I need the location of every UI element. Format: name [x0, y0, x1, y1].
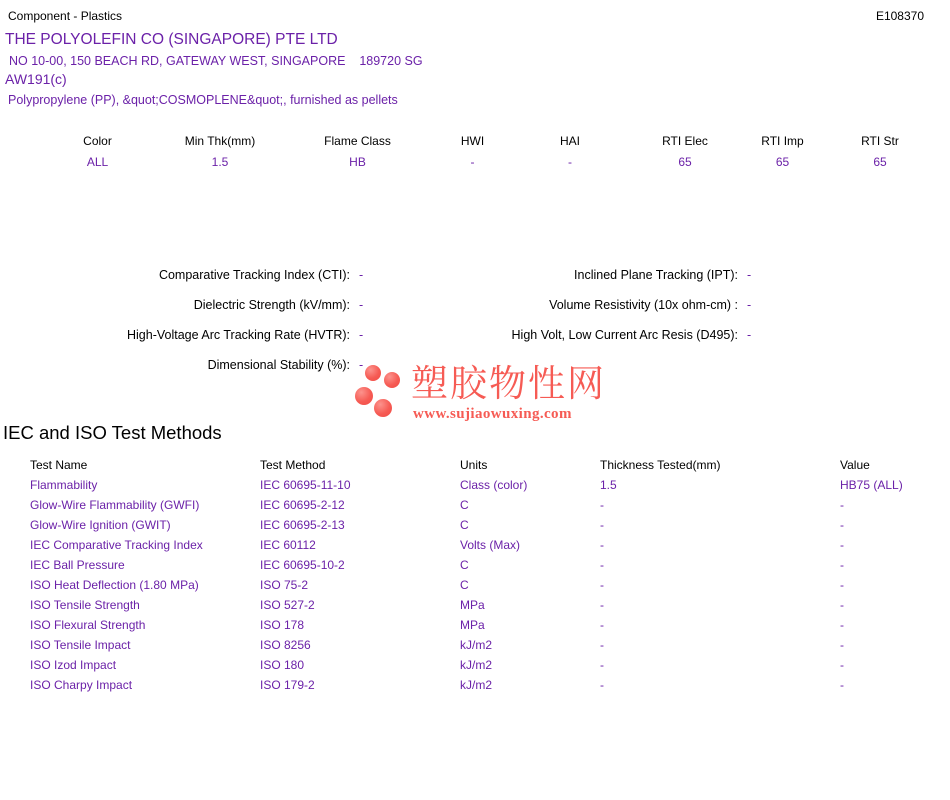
d495-value: -: [747, 328, 752, 342]
cell-test-name: ISO Tensile Impact: [30, 638, 131, 652]
table-row: [0, 658, 950, 674]
cell-value: -: [840, 638, 844, 652]
cell-units: Class (color): [460, 478, 528, 492]
watermark-site-url: www.sujiaowuxing.com: [413, 406, 572, 422]
volume-resistivity-value: -: [747, 298, 752, 312]
company-address: NO 10-00, 150 BEACH RD, GATEWAY WEST, SINGAPORE 189720 SG: [9, 54, 423, 68]
dimensional-stability-label: Dimensional Stability (%):: [207, 358, 350, 372]
hvtr-value: -: [359, 328, 364, 342]
ratings-header-min-thk: Min Thk(mm): [184, 134, 256, 148]
cell-thickness: -: [600, 498, 604, 512]
cell-value: -: [840, 658, 844, 672]
cell-units: Volts (Max): [460, 538, 521, 552]
ratings-header-row: [40, 134, 940, 148]
col-header-test-method: Test Method: [260, 458, 326, 472]
cell-test-method: ISO 527-2: [260, 598, 315, 612]
cell-units: kJ/m2: [460, 638, 493, 652]
company-name: THE POLYOLEFIN CO (SINGAPORE) PTE LTD: [5, 31, 338, 48]
ratings-value-min-thk: 1.5: [211, 155, 229, 169]
material-description: Polypropylene (PP), &quot;COSMOPLENE&quot;, furnished as pellets: [8, 93, 398, 107]
cell-value: -: [840, 578, 844, 592]
file-number: E108370: [875, 9, 924, 23]
ratings-header-color: Color: [83, 134, 112, 148]
cell-test-method: ISO 178: [260, 618, 305, 632]
doc-type-label: Component - Plastics: [8, 9, 123, 23]
cell-units: C: [460, 518, 469, 532]
cell-test-name: ISO Flexural Strength: [30, 618, 146, 632]
table-row: [0, 598, 950, 614]
cell-thickness: 1.5: [600, 478, 617, 492]
cell-thickness: -: [600, 638, 604, 652]
table-row: [0, 478, 950, 494]
ratings-value-rti-imp: 65: [775, 155, 790, 169]
cell-thickness: -: [600, 658, 604, 672]
cti-value: -: [359, 268, 364, 282]
cell-test-name: ISO Izod Impact: [30, 658, 117, 672]
cell-value: -: [840, 538, 844, 552]
cell-thickness: -: [600, 618, 604, 632]
cell-units: C: [460, 498, 469, 512]
cell-thickness: -: [600, 598, 604, 612]
logo-dot-icon: [365, 365, 381, 381]
col-header-thickness: Thickness Tested(mm): [600, 458, 721, 472]
logo-dot-icon: [355, 387, 373, 405]
ipt-label: Inclined Plane Tracking (IPT):: [574, 268, 738, 282]
cell-test-method: ISO 75-2: [260, 578, 309, 592]
cell-value: -: [840, 498, 844, 512]
cell-test-name: IEC Comparative Tracking Index: [30, 538, 203, 552]
model-designation: AW191(c): [5, 71, 67, 87]
ratings-value-flame-class: HB: [349, 155, 366, 169]
cell-test-method: ISO 179-2: [260, 678, 315, 692]
ratings-header-flame-class: Flame Class: [324, 134, 391, 148]
table-row: [0, 538, 950, 554]
ratings-value-hai: -: [568, 155, 572, 169]
cell-units: MPa: [460, 598, 485, 612]
cell-test-method: ISO 180: [260, 658, 305, 672]
cell-value: -: [840, 518, 844, 532]
table-row: [0, 618, 950, 634]
cell-test-method: IEC 60112: [260, 538, 316, 552]
cell-test-name: ISO Charpy Impact: [30, 678, 133, 692]
d495-label: High Volt, Low Current Arc Resis (D495):: [511, 328, 738, 342]
ratings-header-hai: HAI: [559, 134, 580, 148]
cell-value: -: [840, 618, 844, 632]
watermark-site-name: 塑胶物性网: [411, 363, 606, 404]
cell-test-name: ISO Tensile Strength: [30, 598, 140, 612]
ratings-value-hwi: -: [470, 155, 475, 169]
ratings-header-hwi: HWI: [460, 134, 485, 148]
cell-test-method: ISO 8256: [260, 638, 311, 652]
cell-test-name: Glow-Wire Flammability (GWFI): [30, 498, 200, 512]
cell-units: kJ/m2: [460, 658, 493, 672]
cell-test-name: Flammability: [30, 478, 98, 492]
dielectric-strength-value: -: [359, 298, 364, 312]
table-row: [0, 678, 950, 694]
cell-value: -: [840, 558, 844, 572]
table-row: [0, 498, 950, 514]
col-header-test-name: Test Name: [30, 458, 88, 472]
cell-value: -: [840, 598, 844, 612]
cell-thickness: -: [600, 558, 604, 572]
ratings-value-color: ALL: [86, 155, 109, 169]
cell-units: kJ/m2: [460, 678, 493, 692]
hvtr-label: High-Voltage Arc Tracking Rate (HVTR):: [127, 328, 350, 342]
ratings-value-row: [40, 155, 940, 169]
cell-value: -: [840, 678, 844, 692]
section-title-test-methods: IEC and ISO Test Methods: [3, 422, 222, 443]
cell-test-name: IEC Ball Pressure: [30, 558, 125, 572]
cell-test-name: Glow-Wire Ignition (GWIT): [30, 518, 171, 532]
cell-thickness: -: [600, 518, 604, 532]
ratings-value-rti-str: 65: [873, 155, 887, 169]
table-row: [0, 558, 950, 574]
col-header-units: Units: [460, 458, 488, 472]
cell-thickness: -: [600, 538, 604, 552]
table-row: [0, 518, 950, 534]
cell-units: MPa: [460, 618, 485, 632]
cell-thickness: -: [600, 578, 604, 592]
cell-thickness: -: [600, 678, 604, 692]
table-row: [0, 578, 950, 594]
cell-test-method: IEC 60695-2-12: [260, 498, 345, 512]
cell-test-method: IEC 60695-11-10: [260, 478, 351, 492]
col-header-value: Value: [840, 458, 870, 472]
ratings-header-rti-imp: RTI Imp: [761, 134, 804, 148]
cti-label: Comparative Tracking Index (CTI):: [158, 268, 350, 282]
cell-value: HB75 (ALL): [840, 478, 903, 492]
cell-test-method: IEC 60695-2-13: [260, 518, 345, 532]
test-table-header-row: [0, 458, 950, 474]
dielectric-strength-label: Dielectric Strength (kV/mm):: [193, 298, 350, 312]
table-row: [0, 638, 950, 654]
cell-units: C: [460, 558, 469, 572]
logo-dot-icon: [384, 372, 400, 388]
ipt-value: -: [747, 268, 752, 282]
dimensional-stability-value: -: [359, 358, 364, 372]
cell-test-method: IEC 60695-10-2: [260, 558, 345, 572]
volume-resistivity-label: Volume Resistivity (10x ohm-cm) :: [549, 298, 738, 312]
cell-test-name: ISO Heat Deflection (1.80 MPa): [30, 578, 199, 592]
ratings-header-rti-elec: RTI Elec: [662, 134, 708, 148]
ratings-header-rti-str: RTI Str: [861, 134, 899, 148]
cell-units: C: [460, 578, 469, 592]
logo-dot-icon: [374, 399, 392, 417]
ratings-value-rti-elec: 65: [678, 155, 692, 169]
